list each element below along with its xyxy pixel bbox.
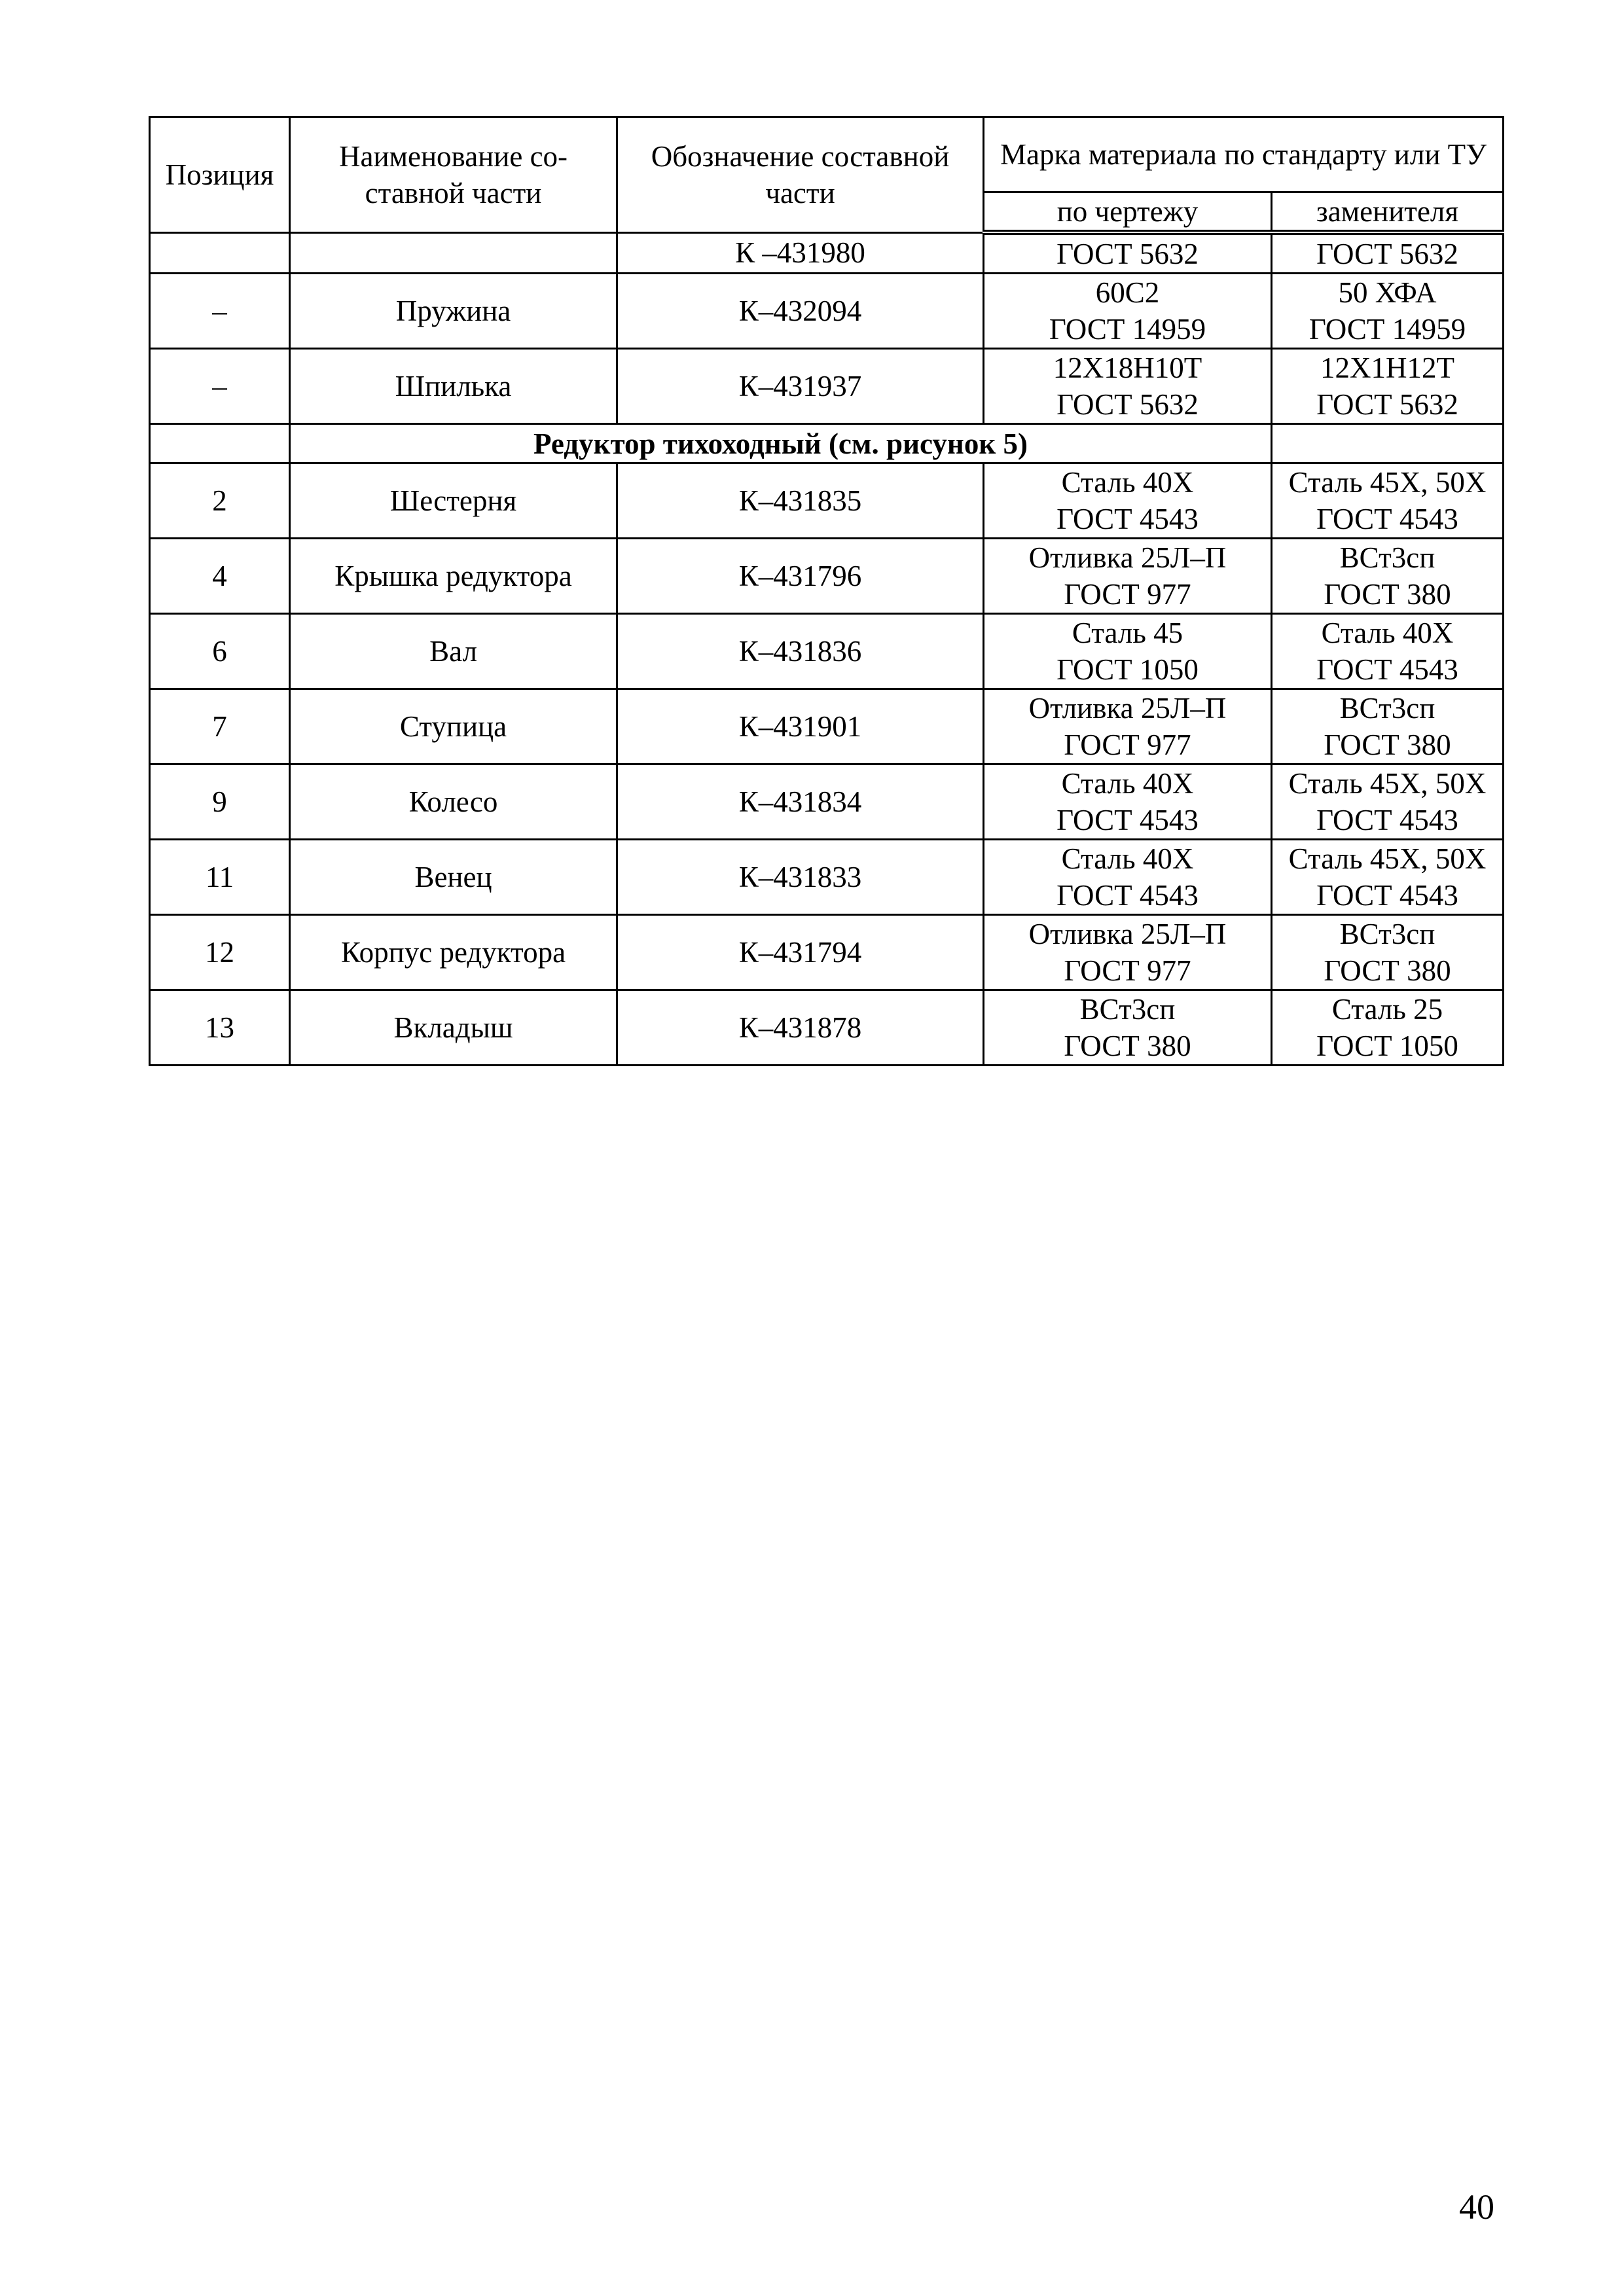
page-number: 40 (1459, 2187, 1494, 2227)
cell-line: ГОСТ 380 (1324, 728, 1451, 761)
cell-line: ГОСТ 977 (1064, 728, 1191, 761)
cell-material-substitute (1272, 463, 1504, 539)
cell-material-substitute (1272, 764, 1504, 840)
cell-line: ГОСТ 4543 (1316, 653, 1458, 686)
cell-material-substitute (1272, 840, 1504, 915)
cell-material-by-drawing (984, 689, 1272, 764)
cell-line: Сталь 40Х (1061, 842, 1194, 875)
table-row (150, 614, 1504, 689)
cell-line: ВСт3сп (1339, 541, 1435, 574)
cell-line: ГОСТ 1050 (1316, 1030, 1458, 1062)
cell-line: ГОСТ 380 (1324, 954, 1451, 987)
cell-position (150, 232, 290, 274)
cell-part-name: Вкладыш (290, 990, 617, 1066)
cell-designation: К–431878 (617, 990, 984, 1066)
cell-line: ГОСТ 380 (1324, 578, 1451, 611)
cell-material-by-drawing (984, 463, 1272, 539)
cell-line: ГОСТ 4543 (1316, 879, 1458, 912)
cell-line: ГОСТ 5632 (1316, 388, 1458, 421)
cell-line: Сталь 45Х, 50Х (1288, 767, 1487, 800)
cell-material-by-drawing (984, 840, 1272, 915)
cell-position: 2 (150, 463, 290, 539)
table-row (150, 764, 1504, 840)
cell-material-by-drawing (984, 915, 1272, 990)
cell-material-by-drawing (984, 990, 1272, 1066)
cell-line: ГОСТ 4543 (1056, 804, 1199, 836)
cell-line: ВСт3сп (1339, 918, 1435, 950)
cell-material-by-drawing (984, 614, 1272, 689)
cell-position: – (150, 349, 290, 424)
section-row-empty-cell (1272, 424, 1504, 463)
cell-material-substitute (1272, 539, 1504, 614)
cell-designation: К–431836 (617, 614, 984, 689)
cell-designation: К–431794 (617, 915, 984, 990)
table-row (150, 915, 1504, 990)
cell-line: 60С2 (1095, 276, 1160, 309)
cell-line: Отливка 25Л–П (1028, 541, 1227, 574)
cell-material-substitute (1272, 689, 1504, 764)
cell-line: Сталь 40Х (1321, 617, 1454, 649)
cell-line: Сталь 45 (1072, 617, 1183, 649)
cell-position: 9 (150, 764, 290, 840)
materials-table (149, 116, 1504, 1066)
cell-designation: К–431937 (617, 349, 984, 424)
cell-position: 12 (150, 915, 290, 990)
cell-line: ГОСТ 14959 (1049, 313, 1206, 346)
cell-line: Отливка 25Л–П (1028, 692, 1227, 725)
cell-part-name: Шестерня (290, 463, 617, 539)
cell-line: ГОСТ 4543 (1316, 804, 1458, 836)
table-row (150, 349, 1504, 424)
cell-material-by-drawing: ГОСТ 5632 (984, 232, 1272, 274)
header-designation: Обозначение составной части (617, 117, 984, 233)
header-by-drawing: по чертежу (984, 192, 1272, 233)
table-row (150, 539, 1504, 614)
cell-designation: К –431980 (617, 232, 984, 274)
section-row-empty-cell (150, 424, 290, 463)
section-row (150, 424, 1504, 463)
cell-position: 11 (150, 840, 290, 915)
rows-before-section (150, 274, 1504, 424)
cell-material-by-drawing (984, 274, 1272, 349)
cell-material-by-drawing (984, 539, 1272, 614)
rows-after-section (150, 463, 1504, 1066)
cell-line: ГОСТ 977 (1064, 578, 1191, 611)
cell-line: 12Х18Н10Т (1053, 351, 1202, 384)
cell-material-substitute: ГОСТ 5632 (1272, 232, 1504, 274)
cell-position: 7 (150, 689, 290, 764)
cell-line: Сталь 25 (1331, 993, 1443, 1026)
cell-part-name: Корпус редуктора (290, 915, 617, 990)
section-title: Редуктор тихоходный (см. рисунок 5) (290, 424, 1272, 463)
header-part-name: Наименование со-ставной части (290, 117, 617, 233)
table-row (150, 463, 1504, 539)
cell-line: ВСт3сп (1079, 993, 1176, 1026)
cell-line: ГОСТ 4543 (1056, 503, 1199, 535)
cell-material-substitute (1272, 614, 1504, 689)
cell-material-substitute (1272, 915, 1504, 990)
table-header (150, 117, 1504, 233)
cell-line: ГОСТ 1050 (1056, 653, 1199, 686)
cell-line: Сталь 45Х, 50Х (1288, 842, 1487, 875)
cell-part-name: Пружина (290, 274, 617, 349)
cell-designation: К–431901 (617, 689, 984, 764)
cell-line: ВСт3сп (1339, 692, 1435, 725)
cell-material-substitute (1272, 990, 1504, 1066)
cell-position: – (150, 274, 290, 349)
cell-position: 4 (150, 539, 290, 614)
cell-material-substitute (1272, 274, 1504, 349)
table-row (150, 840, 1504, 915)
header-position: Позиция (150, 117, 290, 233)
header-substitute: заменителя (1272, 192, 1504, 233)
cell-position: 13 (150, 990, 290, 1066)
cell-material-substitute (1272, 349, 1504, 424)
cell-position: 6 (150, 614, 290, 689)
cell-designation: К–431833 (617, 840, 984, 915)
cell-line: 50 ХФА (1338, 276, 1437, 309)
cell-part-name: Вал (290, 614, 617, 689)
cell-part-name: Колесо (290, 764, 617, 840)
table-row-continuation (150, 232, 1504, 274)
table-row (150, 990, 1504, 1066)
cell-line: ГОСТ 4543 (1316, 503, 1458, 535)
cell-part-name: Венец (290, 840, 617, 915)
cell-line: Сталь 45Х, 50Х (1288, 466, 1487, 499)
header-material-grade: Марка материала по стандарту или ТУ (984, 117, 1504, 192)
cell-designation: К–431834 (617, 764, 984, 840)
cell-part-name: Крышка редуктора (290, 539, 617, 614)
cell-line: ГОСТ 977 (1064, 954, 1191, 987)
cell-line: Отливка 25Л–П (1028, 918, 1227, 950)
cell-line: ГОСТ 14959 (1308, 313, 1466, 346)
cell-line: ГОСТ 4543 (1056, 879, 1199, 912)
cell-part-name: Ступица (290, 689, 617, 764)
cell-designation: К–431796 (617, 539, 984, 614)
cell-part-name (290, 232, 617, 274)
cell-part-name: Шпилька (290, 349, 617, 424)
cell-line: 12Х1Н12Т (1320, 351, 1454, 384)
cell-line: Сталь 40Х (1061, 466, 1194, 499)
cell-material-by-drawing (984, 349, 1272, 424)
cell-line: ГОСТ 5632 (1056, 388, 1199, 421)
cell-designation: К–432094 (617, 274, 984, 349)
table-row (150, 274, 1504, 349)
cell-line: Сталь 40Х (1061, 767, 1194, 800)
cell-designation: К–431835 (617, 463, 984, 539)
cell-line: ГОСТ 380 (1064, 1030, 1191, 1062)
cell-material-by-drawing (984, 764, 1272, 840)
table-row (150, 689, 1504, 764)
